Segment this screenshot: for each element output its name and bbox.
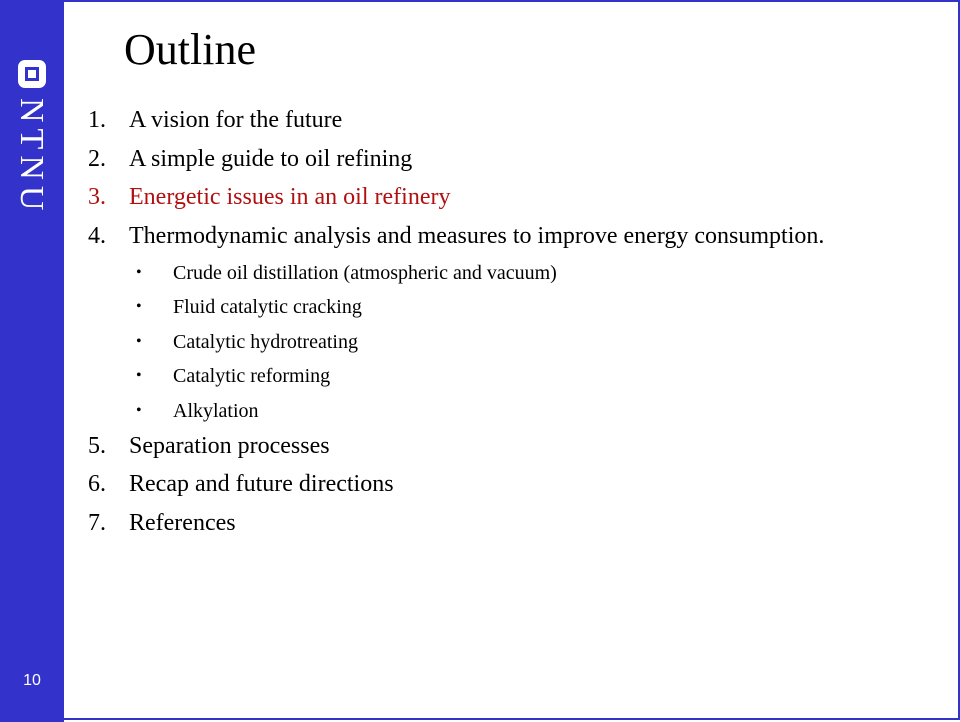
sub-item-text: Catalytic reforming: [173, 365, 331, 388]
sub-item-text: Alkylation: [173, 399, 259, 422]
sidebar: [0, 2, 64, 722]
outline-item-6: [88, 466, 938, 505]
page-number: 10: [23, 672, 41, 689]
ntnu-logo-icon: [18, 60, 46, 88]
bullet: •: [136, 298, 142, 316]
sub-item: [88, 359, 938, 393]
sub-list: [88, 256, 938, 428]
sub-item-text: Catalytic hydrotreating: [173, 330, 358, 353]
item-text: Recap and future directions: [129, 471, 394, 498]
outline-item-3-current: [88, 179, 938, 218]
outline-list: [88, 102, 938, 543]
item-text: References: [129, 509, 236, 536]
item-number: 1.: [88, 107, 106, 133]
item-number: 6.: [88, 471, 106, 498]
bullet: •: [136, 264, 142, 281]
slide-title: Outline: [124, 25, 256, 74]
outline-item-2: [88, 141, 938, 180]
outline-item-5: [88, 428, 938, 467]
outline-item-1: [88, 102, 938, 141]
item-number: 5.: [88, 432, 106, 459]
item-text: Thermodynamic analysis and measures to improve energy consumption.: [129, 222, 825, 249]
sub-item: [88, 394, 938, 428]
logo-text: NTNU: [13, 98, 50, 217]
sub-list-items: [88, 256, 938, 428]
sub-item: [88, 290, 938, 324]
item-number: 7.: [88, 509, 106, 536]
outline-item-4: [88, 218, 938, 257]
item-text: A vision for the future: [129, 107, 343, 133]
outline-item-7: [88, 505, 938, 544]
bullet: •: [136, 401, 142, 419]
item-number: 4.: [88, 222, 106, 249]
bullet: •: [136, 332, 142, 350]
sub-item-text: Fluid catalytic cracking: [173, 296, 362, 319]
sub-item: [88, 256, 938, 290]
sub-item-text: Crude oil distillation (atmospheric and vacuum): [173, 262, 557, 284]
sub-item: [88, 325, 938, 359]
item-number: 2.: [88, 145, 106, 172]
item-text: A simple guide to oil refining: [129, 145, 413, 172]
item-text: Separation processes: [129, 432, 330, 459]
bullet: •: [136, 367, 142, 385]
item-number: 3.: [88, 184, 106, 210]
item-text: Energetic issues in an oil refinery: [129, 184, 451, 210]
